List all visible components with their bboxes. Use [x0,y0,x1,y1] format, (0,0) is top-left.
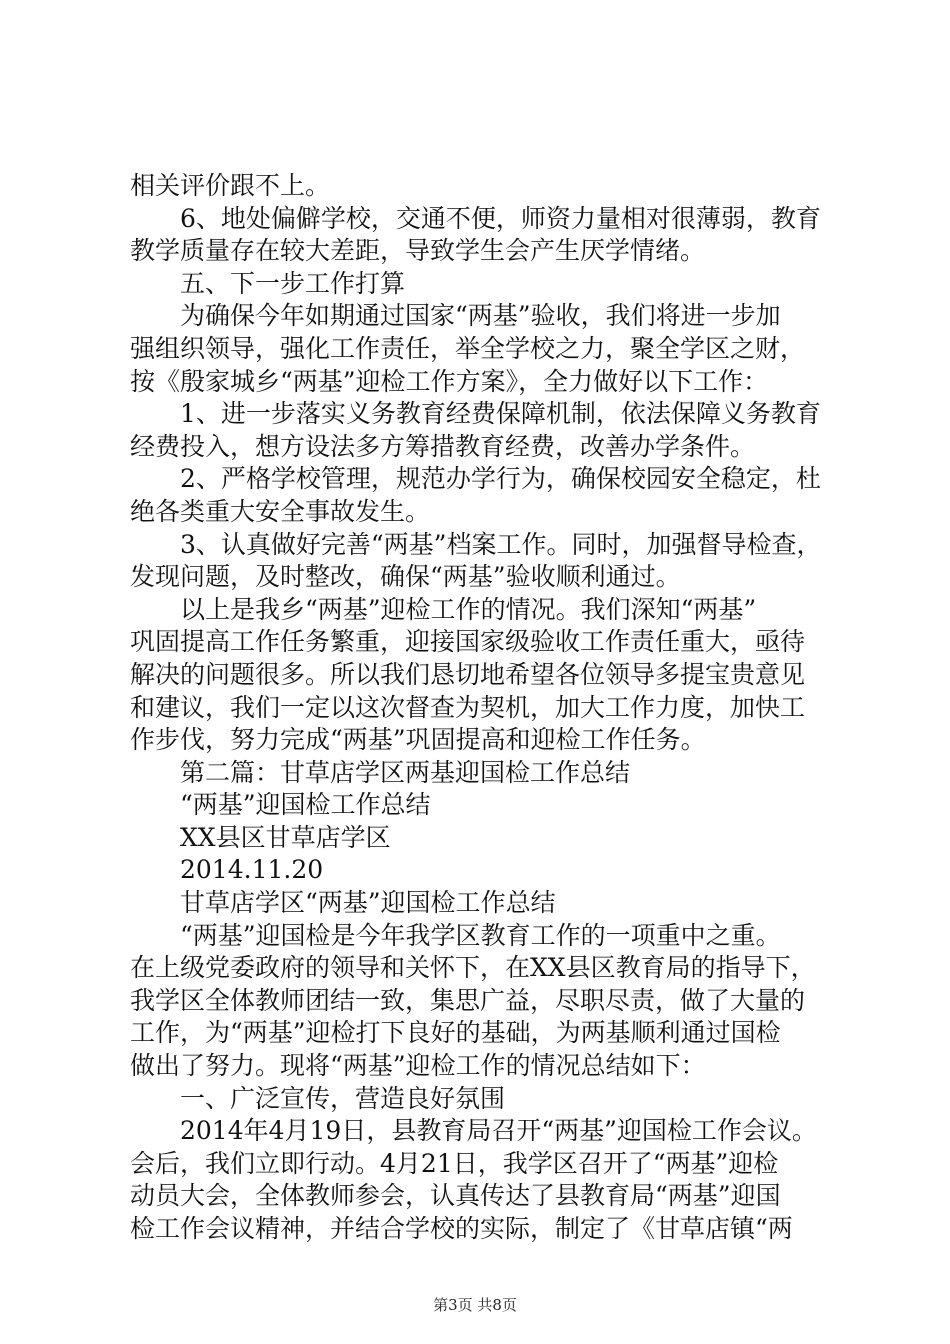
text-line: 以上是我乡“两基”迎检工作的情况。我们深知“两基” [180,594,757,624]
text-line: 1、进一步落实义务教育经费保障机制，依法保障义务教育 [180,399,821,429]
text-line: 强组织领导，强化工作责任，举全学校之力，聚全学区之财， [130,333,806,363]
text-line: 巩固提高工作任务繁重，迎接国家级验收工作责任重大，亟待 [130,627,806,657]
text-line: 2、严格学校管理，规范办学行为，确保校园安全稳定，杜 [180,464,821,494]
text-line: 2014年4月19日，县教育局召开“两基”迎国检工作会议。 [180,1116,817,1146]
text-line: 3、认真做好完善“两基”档案工作。同时，加强督导检查， [180,529,822,559]
text-line: 经费投入，想方设法多方筹措教育经费，改善办学条件。 [130,431,756,461]
text-line: 做出了努力。现将“两基”迎检工作的情况总结如下： [130,1051,706,1081]
document-body [130,170,860,1246]
text-line: 五、下一步工作打算 [180,268,406,298]
text-line: XX县区甘草店学区 [180,822,391,852]
text-line: 在上级党委政府的领导和关怀下，在XX县区教育局的指导下， [130,953,816,983]
text-line: “两基”迎国检工作总结 [180,790,431,820]
text-line: 作步伐，努力完成“两基”巩固提高和迎检工作任务。 [130,725,706,755]
text-line: 发现问题，及时整改，确保“两基”验收顺利通过。 [130,562,681,592]
text-line: 一、广泛宣传，营造良好氛围 [180,1083,506,1113]
text-line: 第二篇：甘草店学区两基迎国检工作总结 [180,757,631,787]
text-line: 为确保今年如期通过国家“两基”验收，我们将进一步加 [180,301,781,331]
text-line: 和建议，我们一定以这次督查为契机，加大工作力度，加快工 [130,692,806,722]
text-line: 工作，为“两基”迎检打下良好的基础，为两基顺利通过国检 [130,1018,781,1048]
text-line: 相关评价跟不上。 [130,171,331,200]
text-line: 绝各类重大安全事故发生。 [130,496,431,526]
text-line: 会后，我们立即行动。4月21日，我学区召开了“两基”迎检 [130,1148,779,1178]
text-line: 动员大会，全体教师参会，认真传达了县教育局“两基”迎国 [130,1181,781,1211]
text-line: 6、地处偏僻学校，交通不便，师资力量相对很薄弱，教育 [180,203,821,233]
text-line: “两基”迎国检是今年我学区教育工作的一项重中之重。 [180,920,781,950]
text-line: 甘草店学区“两基”迎国检工作总结 [180,888,556,918]
text-line: 我学区全体教师团结一致，集思广益，尽职尽责，做了大量的 [130,985,806,1015]
page-number-footer: 第3页 共8页 [433,1296,517,1314]
text-line: 教学质量存在较大差距，导致学生会产生厌学情绪。 [130,236,706,266]
text-line: 按《殷家城乡“两基”迎检工作方案》，全力做好以下工作： [130,366,769,396]
text-line: 解决的问题很多。所以我们恳切地希望各位领导多提宝贵意见 [130,659,806,689]
text-line: 2014.11.20 [180,855,324,885]
text-line: 检工作会议精神，并结合学校的实际，制定了《甘草店镇“两 [130,1214,793,1243]
